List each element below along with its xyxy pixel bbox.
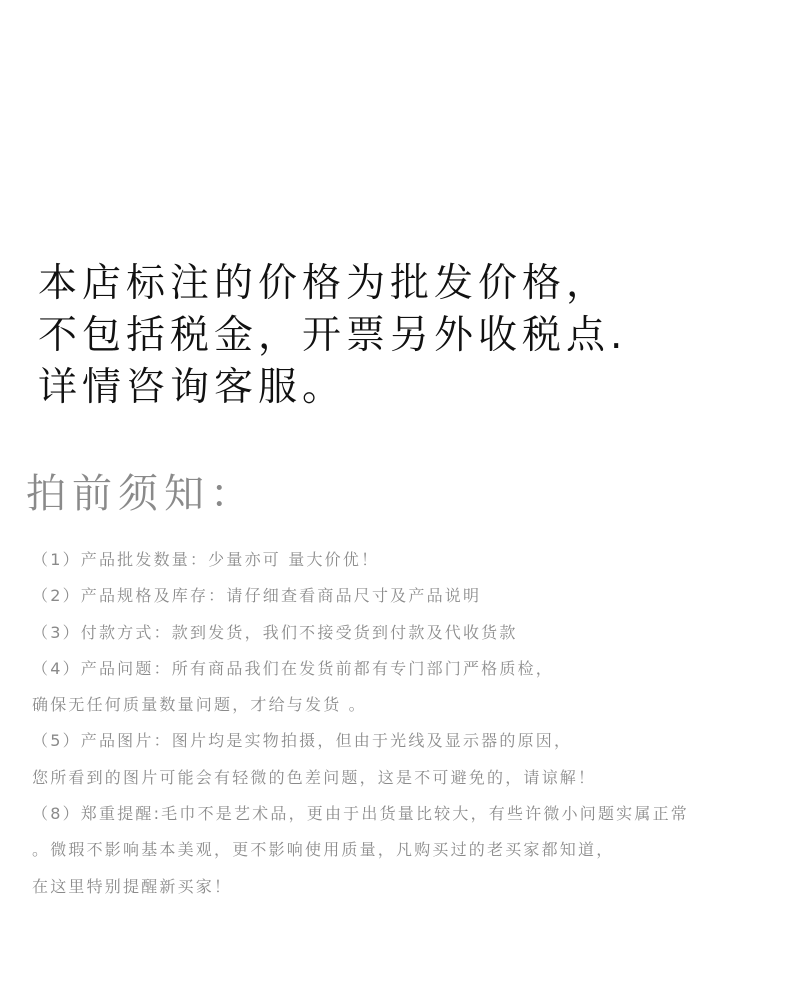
note-payment-method: （3）付款方式：款到发货，我们不接受货到付款及代收货款 [32, 622, 518, 642]
note-product-issues-continued: 确保无任何质量数量问题，才给与发货 。 [32, 695, 367, 715]
notice-line-wholesale-price: 本店标注的价格为批发价格， [38, 261, 611, 306]
note-specs-stock: （2）产品规格及库存：请仔细查看商品尺寸及产品说明 [32, 586, 482, 606]
note-product-images-continued: 您所看到的图片可能会有轻微的色差问题，这是不可避免的，请谅解！ [32, 767, 597, 787]
notice-line-customer-service: 详情咨询客服。 [38, 365, 347, 410]
notes-list [32, 542, 782, 905]
note-reminder: （8）郑重提醒:毛巾不是艺术品，更由于出货量比较大，有些许微小问题实属正常 [32, 804, 689, 824]
note-reminder-end: 在这里特别提醒新买家！ [32, 876, 233, 896]
note-product-issues: （4）产品问题：所有商品我们在发货前都有专门部门严格质检， [32, 658, 554, 678]
notice-line-tax: 不包括税金，开票另外收税点. [38, 313, 628, 358]
note-wholesale-quantity: （1）产品批发数量：少量亦可 量大价优！ [32, 550, 380, 569]
note-reminder-continued: 。微瑕不影响基本美观，更不影响使用质量，凡购买过的老买家都知道， [32, 840, 615, 860]
pricing-notice [38, 258, 778, 414]
note-product-images: （5）产品图片：图片均是实物拍摄，但由于光线及显示器的原因， [32, 731, 573, 751]
section-title: 拍前须知： [26, 471, 256, 517]
